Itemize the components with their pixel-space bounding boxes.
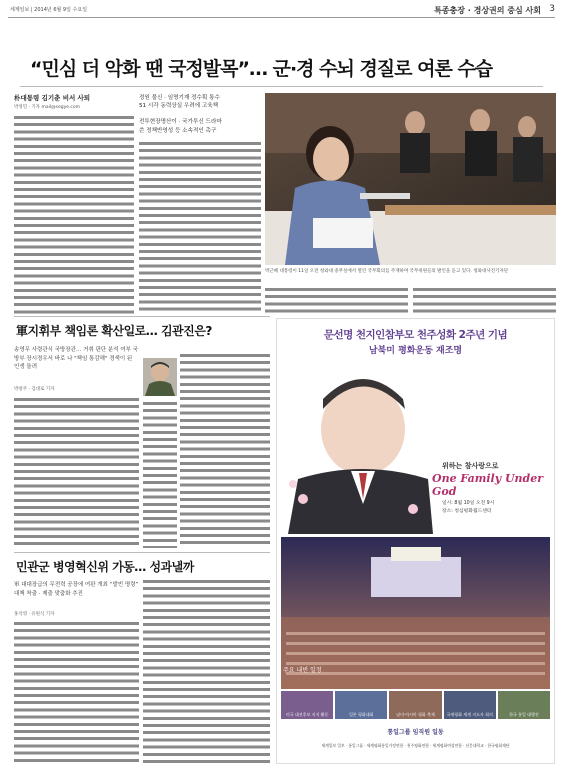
ad-thumbnail-caption: 미국 대선후보 지지 활동 — [285, 712, 329, 717]
column-lead-2: 51 시각 동력상실 우려에 고육책 — [139, 103, 219, 109]
text-lines — [14, 114, 134, 314]
section-divider-2 — [14, 552, 270, 553]
ad-slogan-english: One Family Under God — [432, 472, 544, 498]
ad-thumbnail — [281, 691, 333, 719]
section2-column-2 — [180, 352, 270, 548]
section2-byline: 박창주 · 김대로 기자 — [14, 387, 55, 392]
top-story-column-4 — [413, 286, 556, 314]
section3-lead: 軍 대대장급의 무전력 공장에 여판 개최 “발빈 명령” 대책 착출 · 제출 맞춤화 추진 — [14, 582, 139, 597]
top-story-column-1 — [14, 114, 134, 314]
header-divider — [8, 17, 555, 18]
ad-thumbnail-caption: 일본 평화대회 — [349, 712, 374, 717]
portrait-illustration — [143, 358, 177, 396]
section-label: 특종충장 · 경상권의 중심 사회 — [434, 6, 541, 15]
ad-sponsor-list: 세계일보 일보 · 통일그룹 · 세계평화통일가정연합 · 천주평화연합 · 세계평화여성연합 · 선문대학교 · 한국평화재단 — [321, 743, 510, 748]
ad-thumbnail-caption: 국제평화 세계 지도자 회의 — [446, 712, 493, 717]
ad-photo-label: 주요 내빈 일정 — [283, 667, 322, 674]
column-lead-3: 전투현장명산이 · 국가투신 드라마 — [139, 119, 222, 125]
section3-column-1 — [14, 620, 139, 764]
ad-event-venue: 장소: 청심평화월드센터 — [442, 509, 492, 514]
ad-event-date: 일시: 8월 10일 오전 9시 — [442, 501, 495, 506]
ad-subtitle: 남북미 평화운동 재조명 — [368, 346, 463, 356]
section2-title: 軍지휘부 책임론 확산일로… 김관진은? — [16, 324, 212, 338]
photo-caption: 박근혜 대통령이 11일 오전 청와대 충무실에서 열린 국무회의를 주재하며 국무위원들의 발언을 듣고 있다. 청와대사진기자단 — [265, 269, 509, 274]
ad-title: 문선명 천지인참부모 천주성화 2주년 기념 — [323, 329, 508, 341]
ad-thumbnail-caption: 남미·아시아 평화 축제 — [396, 712, 435, 717]
top-story-deck: 朴대통령 김기춘 비서 사퇴 — [14, 94, 91, 102]
ad-sponsor-title: 통일그룹 임직원 일동 — [387, 729, 444, 736]
cabinet-meeting-photo — [265, 93, 556, 265]
ad-thumbnail-strip — [281, 691, 550, 719]
ad-thumbnail — [335, 691, 387, 719]
ad-thumbnail — [498, 691, 550, 719]
section2-column-1 — [14, 396, 139, 548]
section2-column-2b — [143, 400, 177, 548]
page-number: 3 — [549, 4, 555, 14]
section2-lead: 송영무 사령관식 국방장관… 거취 판단 분석 여부 국방부 장시경우서 바로 나 "책임 통감해" 경색이 된 인생 돌려 — [14, 347, 138, 370]
headline-divider — [20, 86, 543, 87]
minister-portrait — [143, 358, 177, 396]
main-headline: “민심 더 악화 땐 국정발목”… 군·경 수뇌 경질로 여론 수습 — [30, 58, 493, 80]
column-lead-4: 쓴 정책반영성 등 소속적인 촉구 — [139, 128, 217, 134]
ad-thumbnail — [389, 691, 441, 719]
photo-illustration — [265, 93, 556, 265]
ad-slogan: 위하는 참사랑으로 — [442, 462, 499, 470]
section3-title: 민관군 병영혁신위 가동… 성과낼까 — [16, 560, 194, 574]
section3-byline: 홍석영 · 유원식 기자 — [14, 612, 55, 617]
founder-portrait — [283, 359, 433, 534]
column-lead-1: 정원 불신 · 임명기재 정수획 통수 — [139, 95, 220, 101]
commemoration-advertisement — [276, 318, 555, 764]
top-story-column-3 — [265, 286, 408, 314]
section3-column-2 — [143, 578, 270, 764]
top-story-byline: 박영민 · 기자 mail@segye.com — [14, 105, 81, 110]
ad-thumbnail — [444, 691, 496, 719]
top-story-column-2 — [139, 140, 261, 312]
masthead-date: 세계일보 | 2014년 6월 9일 수요일 — [10, 7, 88, 13]
section-divider-1 — [14, 316, 270, 317]
ad-thumbnail-caption: 한국 통일 대행진 — [509, 712, 539, 717]
